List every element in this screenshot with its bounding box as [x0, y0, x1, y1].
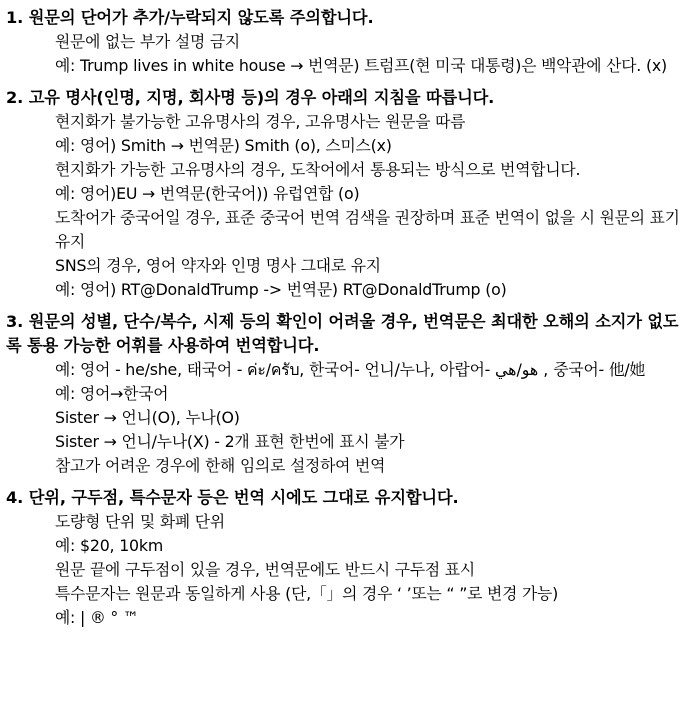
- section-heading: 2. 고유 명사(인명, 지명, 회사명 등)의 경우 아래의 지침을 따릅니다.: [6, 88, 495, 107]
- section-heading: 4. 단위, 구두점, 특수문자 등은 번역 시에도 그대로 유지합니다.: [6, 488, 459, 507]
- body-line: 예: | ® ° ™: [55, 608, 139, 627]
- body-line: 도착어가 중국어일 경우, 표준 중국어 번역 검색을 권장하며 표준 번역이 없을 시 원문의 표기 유지: [55, 208, 680, 251]
- body-line: 원문 끝에 구두점이 있을 경우, 번역문에도 반드시 구두점 표시: [55, 560, 475, 579]
- section-4: [0, 486, 692, 630]
- body-line: 예: 영어→한국어: [55, 384, 169, 403]
- body-line: 참고가 어려운 경우에 한해 임의로 설정하여 번역: [55, 456, 386, 475]
- section-heading: 1. 원문의 단어가 추가/누락되지 않도록 주의합니다.: [6, 8, 374, 27]
- body-line: 특수문자는 원문과 동일하게 사용 (단,「」의 경우 ‘ ’또는 “ ”로 변경 가능): [55, 584, 559, 603]
- body-line: SNS의 경우, 영어 약자와 인명 명사 그대로 유지: [55, 256, 381, 275]
- body-line: 원문에 없는 부가 설명 금지: [55, 32, 240, 51]
- body-line: 예: Trump lives in white house → 번역문) 트럼프(현 미국 대통령)은 백악관에 산다. (x): [55, 56, 668, 75]
- body-line: Sister → 언니/누나(X) - 2개 표현 한번에 표시 불가: [55, 432, 405, 451]
- body-line: 현지화가 가능한 고유명사의 경우, 도착어에서 통용되는 방식으로 번역합니다.: [55, 160, 581, 179]
- section-heading: 3. 원문의 성별, 단수/복수, 시제 등의 확인이 어려울 경우, 번역문은 최대한 오해의 소지가 없도록 통용 가능한 어휘를 사용하여 번역합니다.: [6, 312, 679, 355]
- section-3: [0, 310, 692, 478]
- body-line: 예: $20, 10km: [55, 536, 164, 555]
- body-line: 예: 영어 - he/she, 태국어 - ค่ะ/ครับ, 한국어- 언니/누나, 아랍어- هو/هي , 중국어- 他/她: [55, 360, 646, 379]
- body-line: 현지화가 불가능한 고유명사의 경우, 고유명사는 원문을 따름: [55, 112, 466, 131]
- section-2: [0, 86, 692, 302]
- body-line: 예: 영어) RT@DonaldTrump -> 번역문) RT@DonaldTrump (o): [55, 280, 507, 299]
- section-1: [0, 6, 692, 78]
- body-line: 예: 영어) Smith → 번역문) Smith (o), 스미스(x): [55, 136, 392, 155]
- body-line: Sister → 언니(O), 누나(O): [55, 408, 240, 427]
- body-line: 예: 영어)EU → 번역문(한국어)) 유럽연합 (o): [55, 184, 360, 203]
- body-line: 도량형 단위 및 화폐 단위: [55, 512, 225, 531]
